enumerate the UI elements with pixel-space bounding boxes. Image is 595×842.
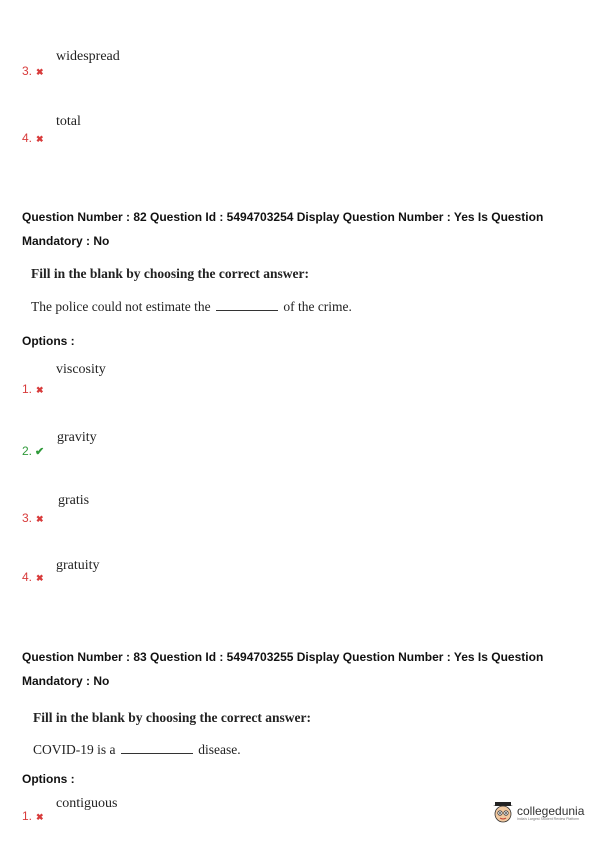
option-number: 1.: [22, 382, 33, 396]
option-number-row: [22, 129, 44, 147]
cross-mark-icon: ✖: [36, 514, 44, 524]
cross-mark-icon: ✖: [36, 812, 44, 822]
option-number: 3.: [22, 511, 33, 525]
option-number: 4.: [22, 570, 33, 584]
question-text-before: COVID-19 is a: [33, 742, 116, 757]
option-text: contiguous: [56, 796, 118, 811]
options-label: Options :: [22, 772, 75, 786]
option-number-row: [22, 568, 44, 586]
option-number-row: [22, 509, 44, 527]
option-number-row: [22, 442, 44, 460]
option-text: gravity: [57, 430, 97, 445]
question-header: Question Number : 83 Question Id : 5494703255 Display Question Number : Yes Is Question Mandatory : No: [22, 650, 544, 688]
option-text: gratis: [58, 493, 90, 508]
question-text: [31, 299, 352, 315]
question-instruction: Fill in the blank by choosing the correct answer:: [31, 266, 309, 281]
option-text: widespread: [56, 49, 120, 64]
option-number: 4.: [22, 131, 33, 145]
collegedunia-logo: [492, 801, 584, 825]
option-number: 1.: [22, 809, 33, 823]
answer-blank: [121, 751, 193, 754]
option-number: 3.: [22, 64, 33, 78]
logo-tagline: India's Largest Student Review Platform: [517, 816, 580, 821]
option-text: gratuity: [56, 558, 100, 573]
cross-mark-icon: ✖: [36, 573, 44, 583]
question-text-after: of the crime.: [283, 299, 352, 314]
question-header: Question Number : 82 Question Id : 5494703254 Display Question Number : Yes Is Question Mandatory : No: [22, 210, 544, 248]
check-mark-icon: ✔: [35, 446, 45, 458]
question-instruction: Fill in the blank by choosing the correct answer:: [33, 710, 311, 725]
cross-mark-icon: ✖: [36, 134, 44, 144]
option-number-row: [22, 807, 44, 825]
option-text: viscosity: [56, 362, 106, 377]
question-text-before: The police could not estimate the: [31, 299, 211, 314]
option-number: 2.: [22, 444, 33, 458]
option-number-row: [22, 62, 44, 80]
cross-mark-icon: ✖: [36, 385, 44, 395]
options-label: Options :: [22, 334, 75, 348]
logo-text-block: [517, 805, 584, 822]
answer-blank: [216, 308, 278, 311]
question-text-after: disease.: [198, 742, 241, 757]
option-text: total: [56, 114, 81, 129]
option-number-row: [22, 380, 44, 398]
cross-mark-icon: ✖: [36, 67, 44, 77]
logo-brand: collegedunia: [517, 803, 585, 818]
mascot-icon: [492, 801, 514, 825]
question-text: [33, 742, 241, 758]
